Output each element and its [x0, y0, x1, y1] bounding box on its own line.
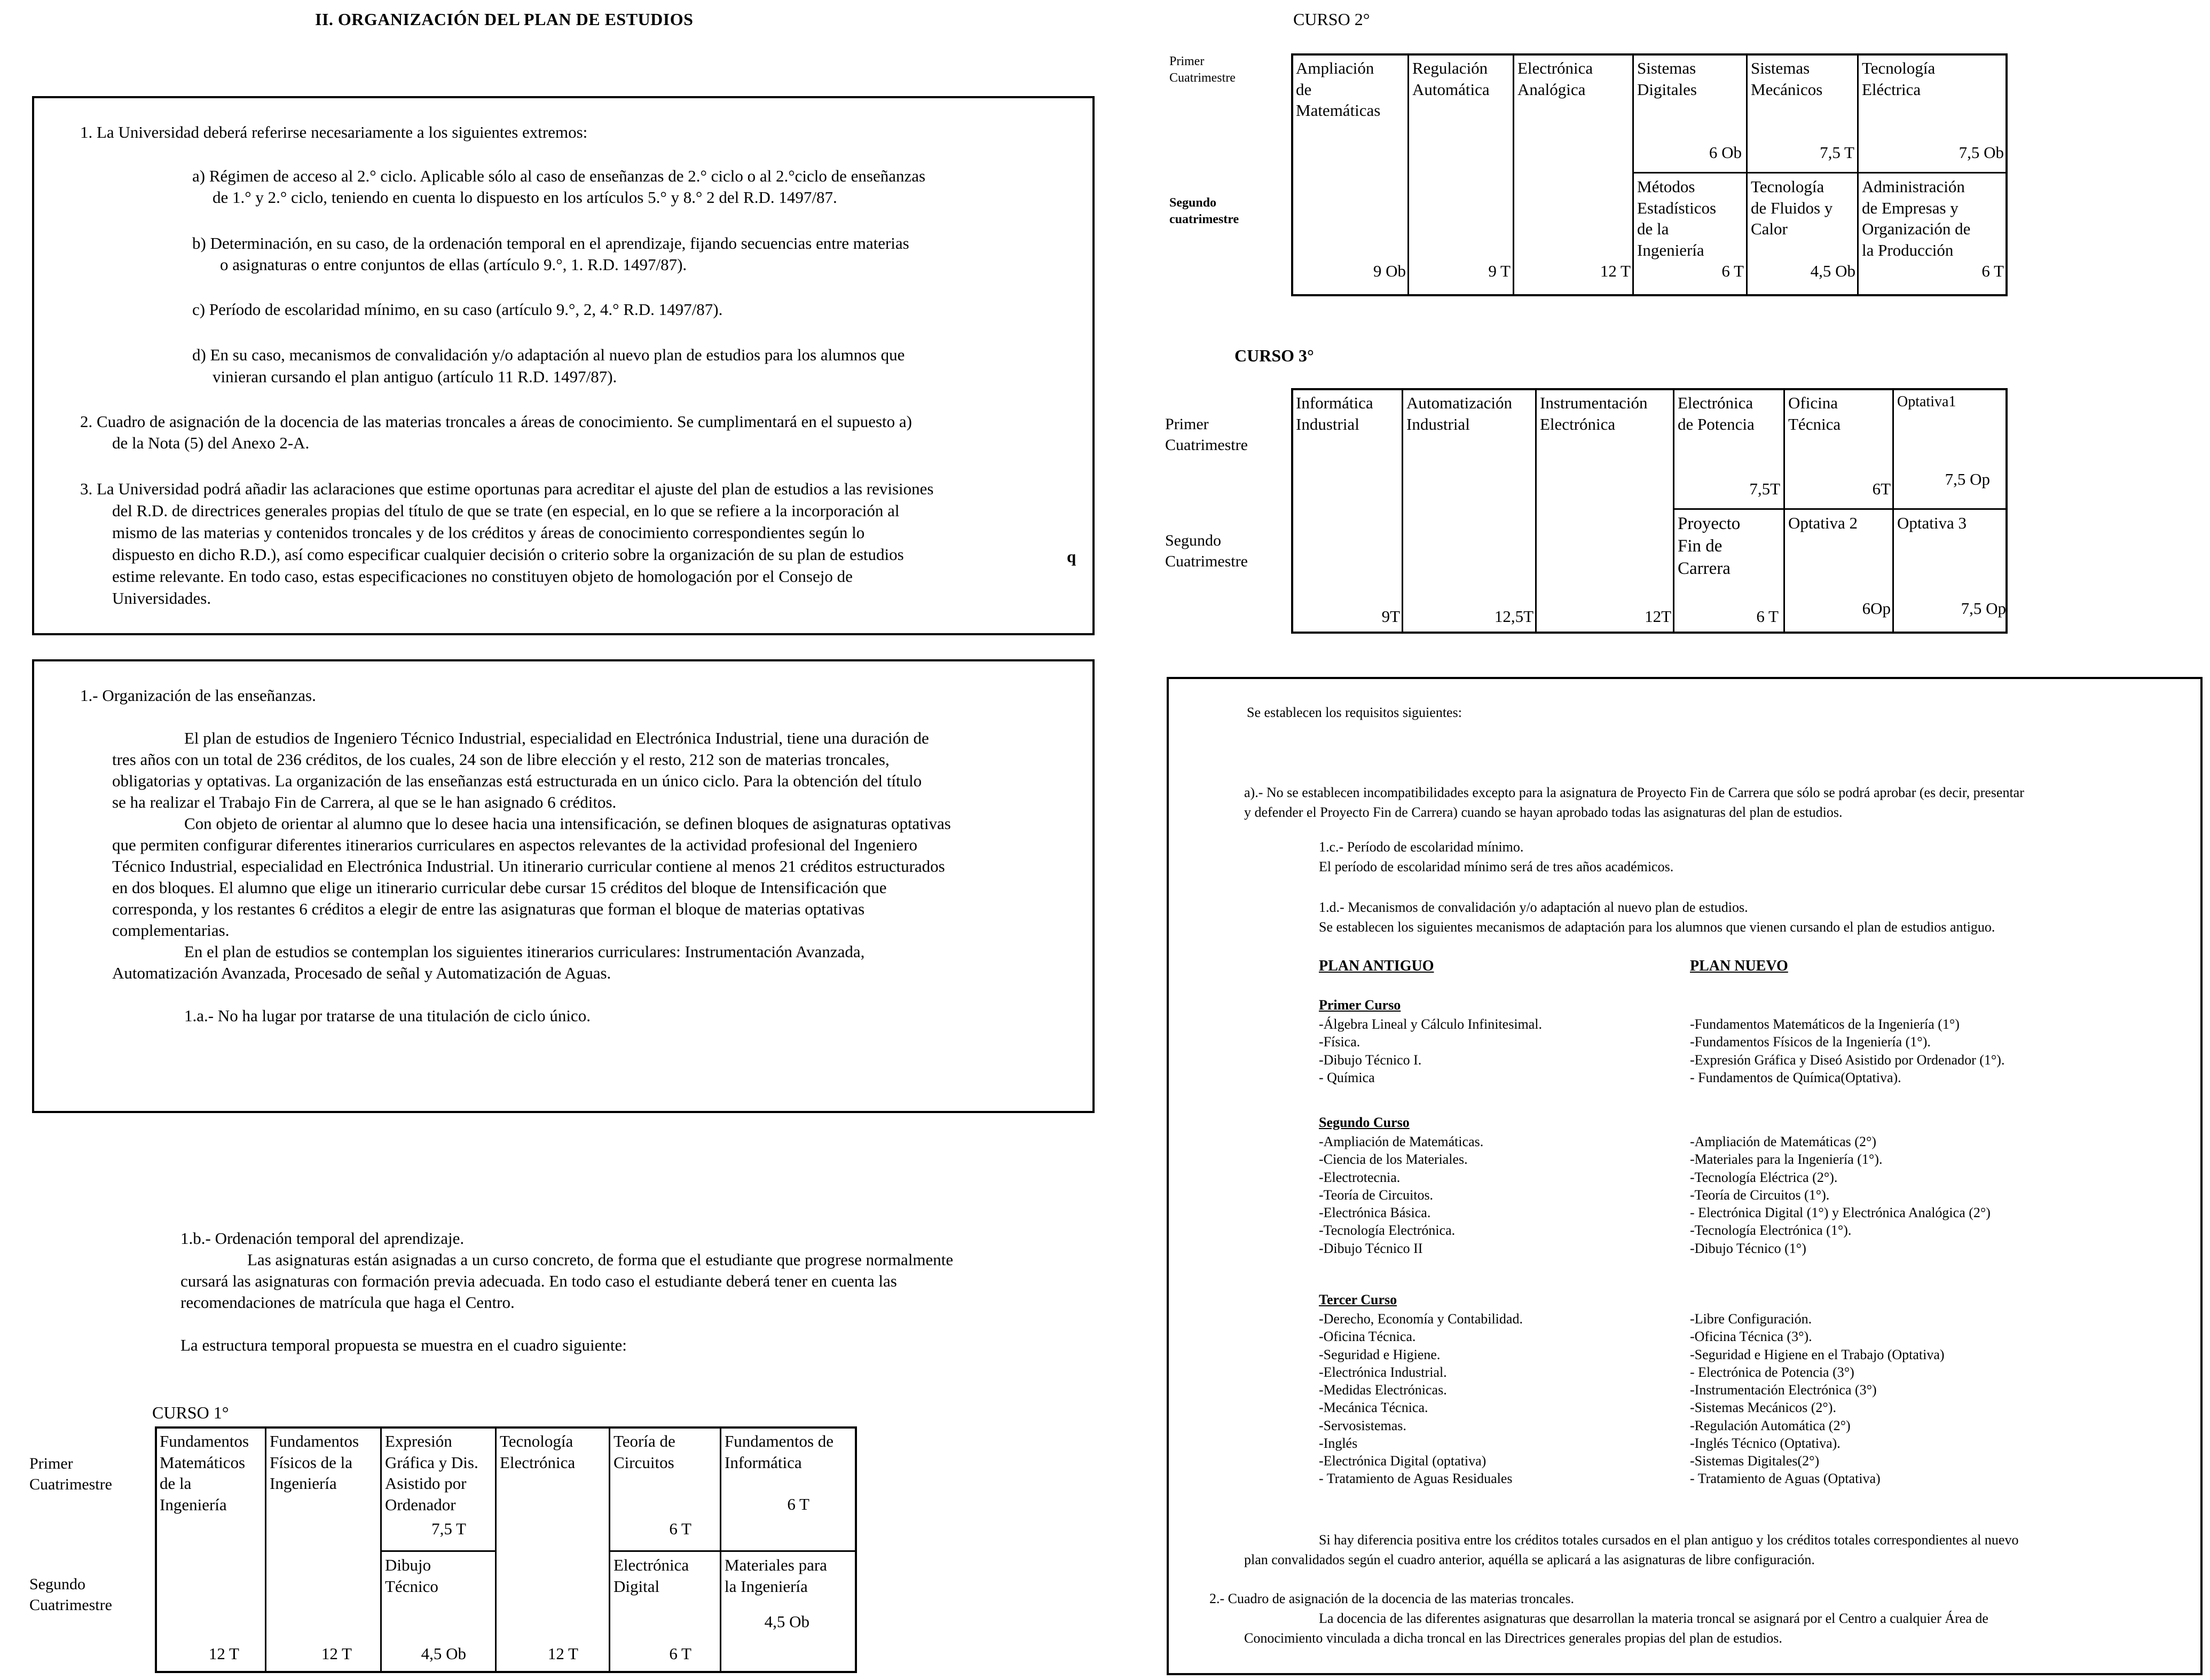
curso-3-credit-col1: 9T	[1381, 607, 1400, 626]
curso-1-cell-tecnologia-electronica: Tecnología Electrónica	[500, 1432, 576, 1472]
list-item: -Expresión Gráfica y Diseó Asistido por Ordenador (1°).	[1690, 1052, 2005, 1068]
box2-para2-line2: que permiten configurar diferentes itinerarios curriculares en aspectos relevantes de la actividad profesional del Ingeniero	[112, 835, 918, 854]
curso-2-credit-col5: 4,5 Ob	[1810, 262, 1855, 280]
box3-a-line1: a).- No se establecen incompatibilidades excepto para la asignatura de Proyecto Fin de Carrera que sólo se podrá aprobar (es decir, presentar	[1244, 785, 2024, 800]
box2-para2-line3: Técnico Industrial, especialidad en Electrónica Industrial. Un itinerario curricular contiene al menos 21 créditos estructurados	[112, 857, 945, 876]
box1-item-b-line2: o asignaturas o entre conjuntos de ellas (artículo 9.°, 1. R.D. 1497/87).	[220, 255, 687, 274]
list-item: - Tratamiento de Aguas Residuales	[1319, 1471, 1513, 1487]
segundo-new-list	[1690, 1133, 1991, 1257]
curso-2-credit-col2: 9 T	[1488, 262, 1511, 280]
list-item: -Tecnología Eléctrica (2°).	[1690, 1169, 1838, 1185]
box2-para1-line4: se ha realizar el Trabajo Fin de Carrera, al que se le han asignado 6 créditos.	[112, 793, 617, 811]
box3-intro: Se establecen los requisitos siguientes:	[1247, 705, 1462, 720]
primer-curso-heading: Primer Curso	[1319, 997, 1401, 1013]
curso-1-credit-materiales: 4,5 Ob	[764, 1612, 809, 1631]
curso-3-cell-electronica-potencia: Electrónica de Potencia	[1678, 393, 1755, 433]
curso-1-cell-materiales: Materiales para la Ingeniería	[725, 1556, 827, 1596]
curso-1-credit-col1: 12 T	[208, 1644, 239, 1663]
primer-old-list	[1319, 1015, 1542, 1086]
box1-item-c: c) Período de escolaridad mínimo, en su caso (artículo 9.°, 2, 4.° R.D. 1497/87).	[192, 300, 723, 319]
list-item: - Tratamiento de Aguas (Optativa)	[1690, 1471, 1881, 1487]
segundo-old-list	[1319, 1133, 1483, 1257]
box2-para2-line5: corresponda, y los restantes 6 créditos a elegir de entre las asignaturas que forman el bloque de materias optativas	[112, 900, 865, 918]
box3-final-line1: Si hay diferencia positiva entre los créditos totales cursados en el plan antiguo y los créditos totales correspondientes al nuevo	[1319, 1532, 2019, 1548]
box2-para2-line1: Con objeto de orientar al alumno que lo desee hacia una intensificación, se definen bloques de asignaturas optativas	[184, 814, 951, 833]
box2-para2-line6: complementarias.	[112, 921, 230, 940]
section-1b-structure: La estructura temporal propuesta se muestra en el cuadro siguiente:	[180, 1336, 627, 1354]
list-item: -Inglés	[1319, 1435, 1358, 1451]
curso-3-credit-col4: 6 T	[1756, 607, 1779, 626]
curso-1-cell-dibujo-tecnico: Dibujo Técnico	[385, 1556, 438, 1596]
box1-item-b-line1: b) Determinación, en su caso, de la ordenación temporal en el aprendizaje, fijando secuencias entre materias	[192, 234, 909, 253]
curso-2-row-segundo: Segundo cuatrimestre	[1169, 196, 1239, 226]
box3-d-line2: Se establecen los siguientes mecanismos de adaptación para los alumnos que vienen cursando el plan de estudios antiguo.	[1319, 919, 1995, 935]
list-item: -Medidas Electrónicas.	[1319, 1382, 1447, 1398]
segundo-curso-heading: Segundo Curso	[1319, 1115, 1410, 1130]
box3-item2-line1: 2.- Cuadro de asignación de la docencia de las materias troncales.	[1209, 1591, 1574, 1606]
box2-heading: 1.- Organización de las enseñanzas.	[80, 686, 316, 705]
curso-3-title: CURSO 3°	[1234, 346, 1314, 365]
box1-item-3-line2: del R.D. de directrices generales propias del título de que se trate (en especial, en lo que se refiere a la incorporación al	[112, 501, 900, 520]
curso-2-credit-sistemas-mecanicos: 7,5 T	[1820, 143, 1854, 162]
curso-2-row-primer: Primer Cuatrimestre	[1169, 54, 1236, 85]
curso-1-cell-teoria-circuitos: Teoría de Circuitos	[614, 1432, 675, 1472]
box2-item-1a: 1.a.- No ha lugar por tratarse de una titulación de ciclo único.	[184, 1006, 591, 1025]
list-item: -Ampliación de Matemáticas.	[1319, 1134, 1484, 1149]
list-item: - Fundamentos de Química(Optativa).	[1690, 1069, 1901, 1085]
curso-2-cell-regulacion: Regulación Automática	[1412, 59, 1490, 99]
section-1b-heading: 1.b.- Ordenación temporal del aprendizaje.	[180, 1229, 465, 1248]
box1-item-1: 1. La Universidad deberá referirse necesariamente a los siguientes extremos:	[80, 123, 588, 141]
curso-3-cell-optativa1: Optativa1	[1897, 393, 1956, 410]
curso-1-credit-col4: 12 T	[547, 1644, 578, 1663]
list-item: -Seguridad e Higiene.	[1319, 1346, 1441, 1362]
curso-2-credit-col1: 9 Ob	[1373, 262, 1406, 280]
curso-1-row-segundo: Segundo Cuatrimestre	[29, 1575, 112, 1614]
list-item: -Teoría de Circuitos.	[1319, 1187, 1434, 1203]
box2-para1-line1: El plan de estudios de Ingeniero Técnico Industrial, especialidad en Electrónica Industrial, tiene una duración de	[184, 729, 929, 747]
page-title: II. ORGANIZACIÓN DEL PLAN DE ESTUDIOS	[315, 10, 694, 29]
curso-1-row-primer: Primer Cuatrimestre	[29, 1455, 112, 1493]
curso-1-credit-teoria: 6 T	[669, 1519, 691, 1538]
list-item: - Electrónica Digital (1°) y Electrónica Analógica (2°)	[1690, 1205, 1991, 1221]
curso-2-cell-electronica-analogica: Electrónica Analógica	[1517, 59, 1593, 99]
primer-new-list	[1690, 1015, 2004, 1086]
list-item: -Fundamentos Físicos de la Ingeniería (1°).	[1690, 1034, 1931, 1050]
list-item: -Tecnología Electrónica.	[1319, 1222, 1456, 1239]
curso-3-credit-optativa1: 7,5 Op	[1945, 470, 1990, 488]
curso-3-cell-optativa3: Optativa 3	[1897, 514, 1967, 532]
plan-antiguo-heading: PLAN ANTIGUO	[1319, 958, 1434, 974]
curso-2-title: CURSO 2°	[1293, 10, 1370, 29]
box3-c-line1: 1.c.- Período de escolaridad mínimo.	[1319, 839, 1524, 855]
curso-1-cell-fundamentos-matematicos: Fundamentos Matemáticos de la Ingeniería	[160, 1432, 249, 1515]
curso-3-credit-col6: 7,5 Op	[1961, 599, 2006, 618]
list-item: -Mecánica Técnica.	[1319, 1400, 1428, 1416]
list-item: -Servosistemas.	[1319, 1417, 1406, 1433]
curso-2-cell-administracion: Administración de Empresas y Organización de la Producción	[1862, 177, 1971, 260]
list-item: -Electrónica Digital (optativa)	[1319, 1453, 1487, 1469]
section-1b-line2: cursará las asignaturas con formación previa adecuada. En todo caso el estudiante deberá tener en cuenta las	[180, 1272, 897, 1290]
curso-1-cell-expresion-grafica: Expresión Gráfica y Dis. Asistido por Ordenador	[385, 1432, 478, 1515]
list-item: -Dibujo Técnico I.	[1319, 1052, 1422, 1068]
box3-item2-line2: La docencia de las diferentes asignaturas que desarrollan la materia troncal se asignará por el Centro a cualquier Área de	[1319, 1611, 1988, 1626]
curso-3-cell-informatica-industrial: Informática Industrial	[1296, 393, 1373, 433]
list-item: -Libre Configuración.	[1690, 1311, 1812, 1327]
list-item: - Electrónica de Potencia (3°)	[1690, 1364, 1854, 1380]
curso-1-cell-fundamentos-informatica: Fundamentos de Informática	[725, 1432, 834, 1472]
list-item: -Dibujo Técnico (1°)	[1690, 1240, 1806, 1256]
plan-nuevo-heading: PLAN NUEVO	[1690, 958, 1788, 974]
box2-para1-line2: tres años con un total de 236 créditos, de los cuales, 24 son de libre elección y el resto, 212 son de materias troncales,	[112, 750, 890, 769]
curso-1-cell-electronica-digital: Electrónica Digital	[614, 1556, 689, 1596]
curso-3-cell-optativa2: Optativa 2	[1788, 514, 1858, 532]
curso-1-credit-informatica: 6 T	[787, 1495, 809, 1513]
curso-3-cell-automatizacion: Automatización Industrial	[1406, 393, 1512, 433]
list-item: -Dibujo Técnico II	[1319, 1240, 1423, 1256]
curso-3-credit-col5: 6Op	[1862, 599, 1891, 618]
list-item: -Álgebra Lineal y Cálculo Infinitesimal.	[1319, 1016, 1543, 1032]
curso-3-credit-oficina: 6T	[1872, 479, 1891, 498]
list-item: -Oficina Técnica (3°).	[1690, 1329, 1812, 1345]
list-item: -Regulación Automática (2°)	[1690, 1417, 1851, 1433]
list-item: -Materiales para la Ingeniería (1°).	[1690, 1151, 1883, 1168]
box1-item-a-line2: de 1.° y 2.° ciclo, teniendo en cuenta lo dispuesto en los artículos 5.° y 8.° 2 del R.D. 1497/87.	[213, 188, 837, 207]
curso-2-cell-ampliacion: Ampliación de Matemáticas	[1296, 59, 1381, 120]
curso-2-credit-sistemas-digitales: 6 Ob	[1709, 143, 1742, 162]
box2-para3-line1: En el plan de estudios se contemplan los siguientes itinerarios curriculares: Instrumentación Avanzada,	[184, 942, 865, 961]
box1-item-3-line6: Universidades.	[112, 589, 211, 608]
box2-para1-line3: obligatorias y optativas. La organización de las enseñanzas está estructurada en un único ciclo. Para la obtención del título	[112, 771, 922, 790]
box1-item-2-line1: 2. Cuadro de asignación de la docencia de las materias troncales a áreas de conocimiento. Se cumplimentará en el supuesto a)	[80, 412, 913, 431]
section-1b-line3: recomendaciones de matrícula que haga el Centro.	[180, 1293, 515, 1312]
box1-item-3-line5: estime relevante. En todo caso, estas especificaciones no constituyen objeto de homologación por el Consejo de	[112, 567, 853, 586]
list-item: -Derecho, Economía y Contabilidad.	[1319, 1311, 1523, 1327]
list-item: -Inglés Técnico (Optativa).	[1690, 1435, 1841, 1451]
curso-3-cell-oficina-tecnica: Oficina Técnica	[1788, 393, 1841, 433]
box1-item-d-line1: d) En su caso, mecanismos de convalidación y/o adaptación al nuevo plan de estudios para los alumnos que	[192, 345, 905, 364]
box3-a-line2: y defender el Proyecto Fin de Carrera) cuando se hayan aprobado todas las asignaturas del plan de estudios.	[1244, 804, 1843, 820]
box3-final-line2: plan convalidados según el cuadro anterior, aquélla se aplicará a las asignaturas de libre configuración.	[1244, 1552, 1815, 1567]
box3-c-line2: El período de escolaridad mínimo será de tres años académicos.	[1319, 859, 1674, 874]
curso-2-cell-metodos-estadisticos: Métodos Estadísticos de la Ingeniería	[1637, 177, 1717, 260]
curso-2-cell-tecnologia-electrica: Tecnología Eléctrica	[1862, 59, 1936, 99]
curso-3-credit-col3: 12T	[1645, 607, 1671, 626]
list-item: -Sistemas Digitales(2°)	[1690, 1453, 1820, 1469]
box1-item-d-line2: vinieran cursando el plan antiguo (artículo 11 R.D. 1497/87).	[213, 367, 617, 386]
list-item: -Ampliación de Matemáticas (2°)	[1690, 1134, 1876, 1149]
list-item: - Química	[1319, 1069, 1375, 1085]
box1-item-a-line1: a) Régimen de acceso al 2.° ciclo. Aplicable sólo al caso de enseñanzas de 2.° ciclo o al 2.°ciclo de enseñanzas	[192, 167, 926, 185]
box3-item2-line3: Conocimiento vinculada a dicha troncal en las Directrices generales propias del plan de estudios.	[1244, 1630, 1782, 1646]
curso-3-cell-proyecto: Proyecto Fin de Carrera	[1678, 514, 1741, 579]
list-item: -Electrónica Industrial.	[1319, 1364, 1447, 1380]
list-item: -Oficina Técnica.	[1319, 1329, 1416, 1345]
stray-mark: q	[1067, 547, 1076, 566]
curso-1-credit-col5: 6 T	[669, 1644, 691, 1663]
list-item: -Seguridad e Higiene en el Trabajo (Optativa)	[1690, 1346, 1945, 1362]
curso-1-title: CURSO 1°	[152, 1403, 229, 1422]
curso-1-credit-col3: 4,5 Ob	[421, 1644, 466, 1663]
tercer-old-list	[1319, 1310, 1523, 1488]
box2-para2-line4: en dos bloques. El alumno que elige un itinerario curricular debe cursar 15 créditos del bloque de Intensificación que	[112, 878, 887, 897]
section-1b-line1: Las asignaturas están asignadas a un curso concreto, de forma que el estudiante que progrese normalmente	[247, 1250, 954, 1269]
box1-item-3-line4: dispuesto en dicho R.D.), así como especificar cualquier decisión o criterio sobre la organización de su plan de estudios	[112, 545, 904, 564]
curso-2-credit-col4: 6 T	[1721, 262, 1744, 280]
curso-1-cell-fundamentos-fisicos: Fundamentos Físicos de la Ingeniería	[270, 1432, 359, 1493]
curso-3-credit-electronica-potencia: 7,5T	[1749, 479, 1780, 498]
curso-2-cell-sistemas-mecanicos: Sistemas Mecánicos	[1751, 59, 1823, 99]
curso-3-cell-instrumentacion: Instrumentación Electrónica	[1540, 393, 1648, 433]
box1-item-3-line3: mismo de las materias y contenidos troncales y de los créditos y áreas de conocimiento correspondientes según lo	[112, 523, 865, 542]
curso-3-credit-col2: 12,5T	[1494, 607, 1533, 626]
curso-3-row-primer: Primer Cuatrimestre	[1165, 415, 1248, 454]
list-item: -Electrónica Básica.	[1319, 1205, 1431, 1221]
list-item: -Ciencia de los Materiales.	[1319, 1151, 1468, 1168]
curso-2-credit-tecnologia-electrica: 7,5 Ob	[1959, 143, 2004, 162]
tercer-new-list	[1690, 1310, 1945, 1488]
list-item: -Electrotecnia.	[1319, 1169, 1401, 1185]
curso-2-cell-tecnologia-fluidos: Tecnología de Fluidos y Calor	[1751, 177, 1833, 239]
tercer-curso-heading: Tercer Curso	[1319, 1292, 1397, 1307]
list-item: -Física.	[1319, 1034, 1360, 1050]
curso-2-credit-col3: 12 T	[1600, 262, 1631, 280]
curso-3-row-segundo: Segundo Cuatrimestre	[1165, 532, 1248, 570]
box1-item-3-line1: 3. La Universidad podrá añadir las aclaraciones que estime oportunas para acreditar el ajuste del plan de estudios a las revisiones	[80, 479, 934, 498]
curso-1-credit-expresion: 7,5 T	[431, 1519, 466, 1538]
list-item: -Tecnología Electrónica (1°).	[1690, 1222, 1852, 1239]
curso-2-cell-sistemas-digitales: Sistemas Digitales	[1637, 59, 1697, 99]
box1-item-2-line2: de la Nota (5) del Anexo 2-A.	[112, 433, 310, 452]
curso-1-credit-col2: 12 T	[321, 1644, 352, 1663]
list-item: -Sistemas Mecánicos (2°).	[1690, 1400, 1836, 1416]
box3-d-line1: 1.d.- Mecanismos de convalidación y/o adaptación al nuevo plan de estudios.	[1319, 900, 1748, 915]
curso-2-credit-col6: 6 T	[1981, 262, 2004, 280]
list-item: -Instrumentación Electrónica (3°)	[1690, 1382, 1877, 1398]
box2-para3-line2: Automatización Avanzada, Procesado de señal y Automatización de Aguas.	[112, 964, 611, 982]
list-item: -Fundamentos Matemáticos de la Ingeniería (1°)	[1690, 1016, 1960, 1032]
list-item: -Teoría de Circuitos (1°).	[1690, 1187, 1830, 1203]
